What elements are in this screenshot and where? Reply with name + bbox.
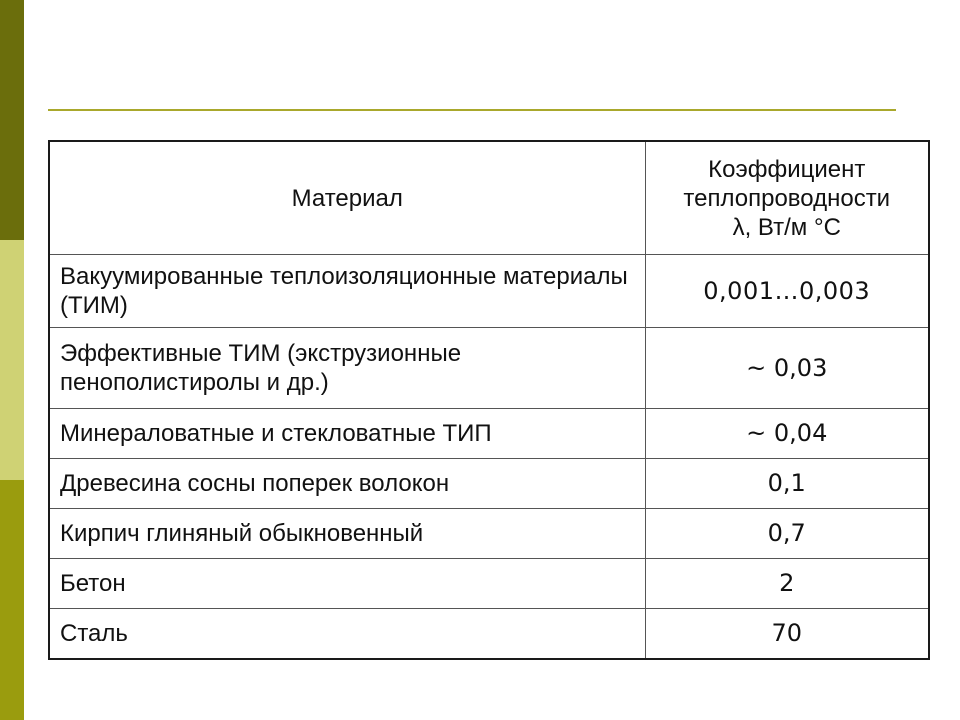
table-row	[49, 255, 929, 328]
table-row	[49, 559, 929, 609]
table-row	[49, 509, 929, 559]
material-cell: Бетон	[49, 559, 645, 609]
header-coefficient-line1: Коэффициент	[708, 155, 866, 183]
header-coefficient-line3: λ, Вт/м °С	[732, 213, 841, 241]
table-row	[49, 609, 929, 660]
title-divider-line	[48, 109, 896, 111]
table-row	[49, 459, 929, 509]
decorative-stripe-top	[0, 0, 24, 240]
value-cell: 2	[645, 559, 929, 609]
material-cell: Эффективные ТИМ (экструзионные пенополистиролы и др.)	[49, 328, 645, 409]
value-cell: 70	[645, 609, 929, 660]
header-material: Материал	[49, 141, 645, 255]
decorative-stripe-bottom	[0, 480, 24, 720]
material-cell: Кирпич глиняный обыкновенный	[49, 509, 645, 559]
value-cell: 0,001…0,003	[645, 255, 929, 328]
material-cell: Минераловатные и стекловатные ТИП	[49, 409, 645, 459]
header-coefficient-line2: теплопроводности	[683, 184, 891, 212]
material-cell: Вакуумированные теплоизоляционные материалы (ТИМ)	[49, 255, 645, 328]
value-cell: ~ 0,04	[645, 409, 929, 459]
material-cell: Сталь	[49, 609, 645, 660]
table-row	[49, 409, 929, 459]
value-cell: 0,7	[645, 509, 929, 559]
value-cell: ~ 0,03	[645, 328, 929, 409]
table-header-row	[49, 141, 929, 255]
header-coefficient	[645, 141, 929, 255]
table-row	[49, 328, 929, 409]
material-cell: Древесина сосны поперек волокон	[49, 459, 645, 509]
decorative-stripe-middle	[0, 240, 24, 480]
value-cell: 0,1	[645, 459, 929, 509]
thermal-conductivity-table	[48, 140, 930, 660]
